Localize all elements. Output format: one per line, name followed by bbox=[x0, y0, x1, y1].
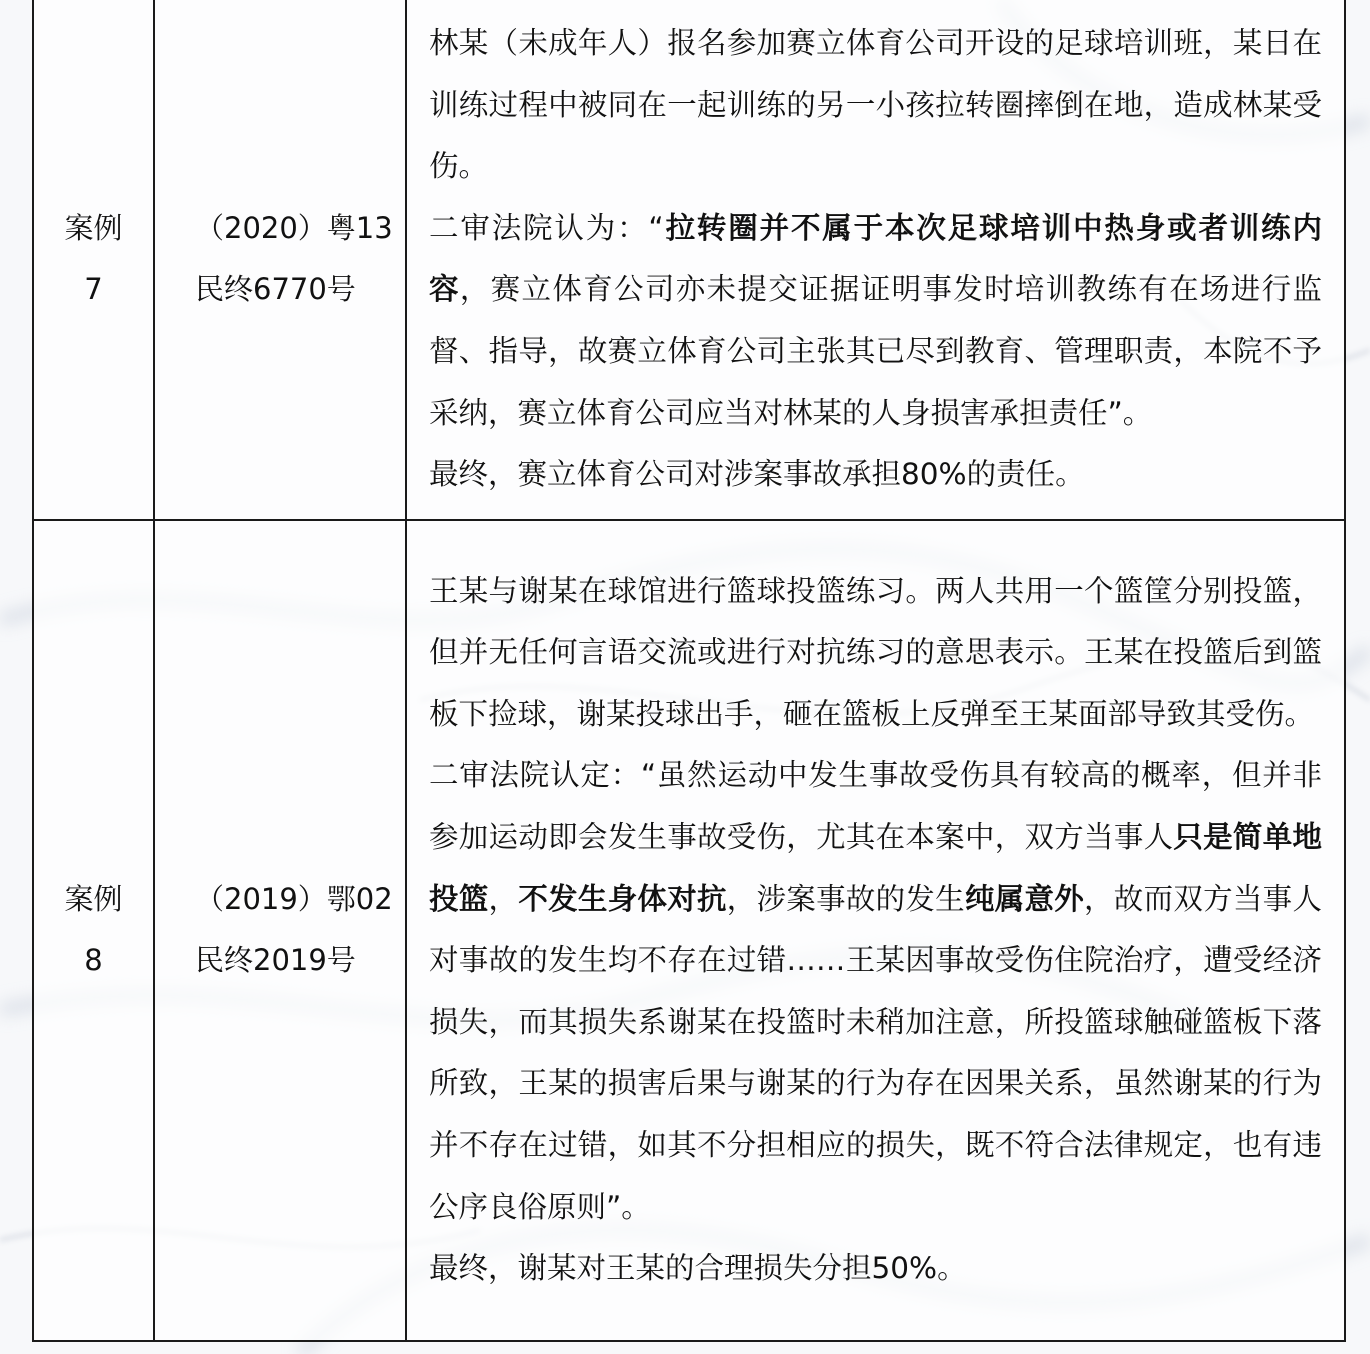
case-reference-line2: 民终2019号 bbox=[195, 943, 356, 978]
case-description-cell bbox=[406, 0, 1345, 520]
case-label-cell bbox=[33, 0, 154, 520]
case-facts: 王某与谢某在球馆进行篮球投篮练习。两人共用一个篮筐分别投篮，但并无任何言语交流或进行对抗练习的意思表示。王某在投篮后到篮板下捡球，谢某投球出手，砸在篮板上反弹至王某面部导致其受伤。 bbox=[429, 573, 1322, 731]
ruling-separator: ， bbox=[488, 881, 519, 916]
ruling-emphasis: 只是简单地投篮 bbox=[429, 820, 1322, 916]
case-number: 8 bbox=[84, 943, 103, 978]
case-reference-line1: （2020）粤13 bbox=[195, 210, 393, 245]
case-description-cell bbox=[406, 520, 1345, 1341]
ruling-emphasis: 拉转圈并不属于本次足球培训中热身或者训练内容 bbox=[429, 210, 1322, 307]
case-label-cell bbox=[33, 520, 154, 1341]
case-outcome: 最终，谢某对王某的合理损失分担50%。 bbox=[429, 1251, 967, 1286]
table-row bbox=[33, 520, 1345, 1341]
case-facts: 林某（未成年人）报名参加赛立体育公司开设的足球培训班，某日在训练过程中被同在一起训练的另一小孩拉转圈摔倒在地，造成林某受伤。 bbox=[429, 26, 1322, 184]
case-reference-cell bbox=[154, 520, 406, 1341]
case-label: 案例 bbox=[64, 881, 123, 916]
case-reference-cell bbox=[154, 0, 406, 520]
table-row bbox=[33, 0, 1345, 520]
court-ruling bbox=[429, 745, 1322, 1238]
ruling-intro: 二审法院认定：“虽然运动中发生事故受伤具有较高的概率，但并非参加运动即会发生事故受伤，尤其在本案中，双方当事人 bbox=[429, 758, 1322, 855]
ruling-text: ，故而双方当事人对事故的发生均不存在过错……王某因事故受伤住院治疗，遭受经济损失，而其损失系谢某在投篮时未稍加注意，所投篮球触碰篮板下落所致，王某的损害后果与谢某的行为存在因果关系，虽然谢某的行为并不存在过错，如其不分担相应的损失，既不符合法律规定，也有违公序良俗原则”。 bbox=[429, 881, 1322, 1224]
case-reference-line2: 民终6770号 bbox=[195, 272, 356, 307]
ruling-emphasis: 纯属意外 bbox=[964, 881, 1085, 916]
case-reference-line1: （2019）鄂02 bbox=[195, 881, 393, 916]
ruling-emphasis: 不发生身体对抗 bbox=[518, 881, 727, 916]
ruling-text: ，赛立体育公司亦未提交证据证明事发时培训教练有在场进行监督、指导，故赛立体育公司主张其已尽到教育、管理职责，本院不予采纳，赛立体育公司应当对林某的人身损害承担责任”。 bbox=[429, 272, 1322, 430]
ruling-separator: ，涉案事故的发生 bbox=[726, 881, 965, 916]
case-number: 7 bbox=[84, 272, 103, 307]
case-label: 案例 bbox=[64, 210, 123, 245]
case-table bbox=[32, 0, 1346, 1342]
ruling-intro: 二审法院认为：“ bbox=[429, 210, 664, 245]
case-outcome: 最终，赛立体育公司对涉案事故承担80%的责任。 bbox=[429, 457, 1085, 492]
court-ruling bbox=[429, 198, 1322, 444]
